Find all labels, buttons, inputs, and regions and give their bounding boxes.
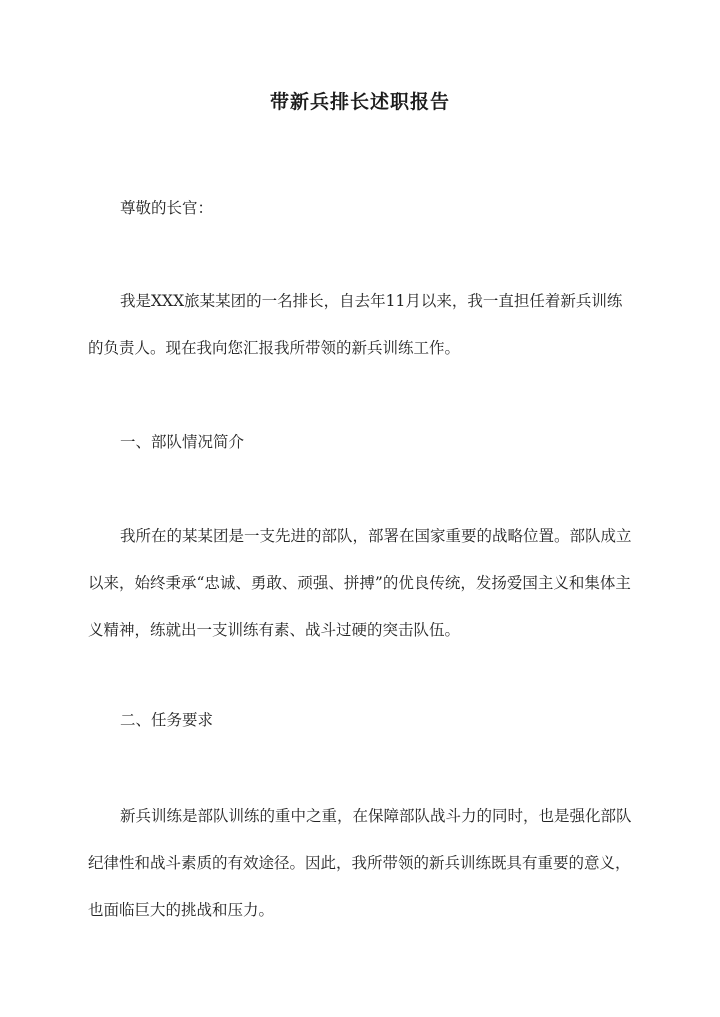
section-1-paragraph: 我所在的某某团是一支先进的部队，部署在国家重要的战略位置。部队成立以来，始终秉承“忠诚、勇敢、顽强、拼搏”的优良传统，发扬爱国主义和集体主义精神，练就出一支训练有素、战斗过硬的突击队伍。 [88, 527, 632, 639]
intro-paragraph: 我是XXX旅某某团的一名排长，自去年11月以来，我一直担任着新兵训练的负责人。现在我向您汇报我所带领的新兵训练工作。 [88, 292, 623, 357]
salutation: 尊敬的长官： [120, 199, 214, 217]
section-heading-1: 一、部队情况简介 [120, 433, 245, 451]
section-heading-2: 二、任务要求 [120, 711, 214, 729]
document-title: 带新兵排长述职报告 [269, 91, 450, 113]
section-2-paragraph: 新兵训练是部队训练的重中之重，在保障部队战斗力的同时，也是强化部队纪律性和战斗素质的有效途径。因此，我所带领的新兵训练既具有重要的意义，也面临巨大的挑战和压力。 [88, 807, 632, 919]
